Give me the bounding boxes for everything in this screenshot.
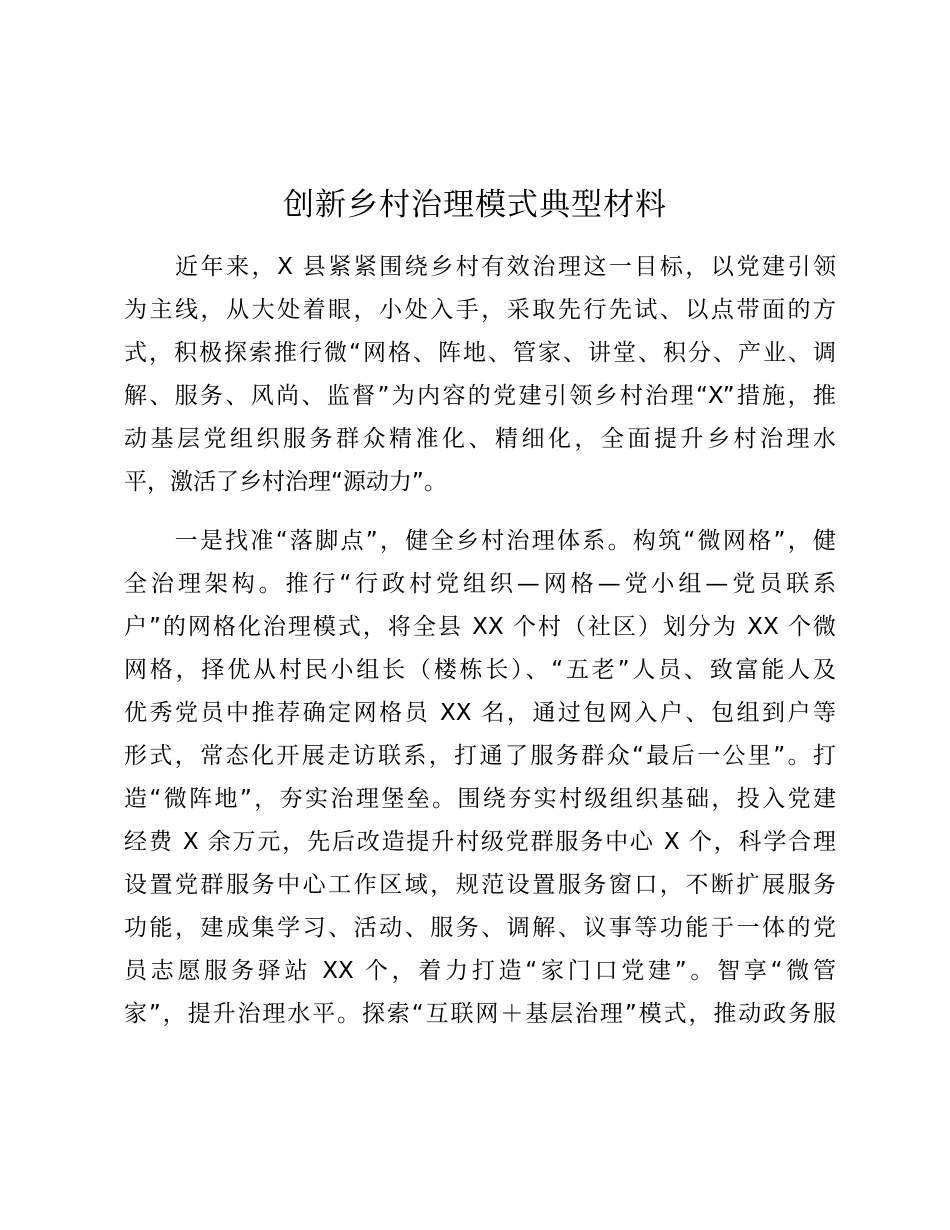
paragraph-line: 造“微阵地”，夯实治理堡垒。围绕夯实村级组织基础，投入党建: [124, 786, 836, 812]
paragraph-line: 网格，择优从村民小组长（楼栋长）、“五老”人员、致富能人及: [124, 657, 836, 683]
paragraph-intro: [124, 246, 836, 504]
paragraph-line: 形式，常态化开展走访联系，打通了服务群众“最后一公里”。打: [124, 743, 836, 769]
paragraph-line: 户”的网格化治理模式，将全县 XX 个村（社区）划分为 XX 个微: [124, 614, 836, 640]
paragraph-line: 动基层党组织服务群众精准化、精细化，全面提升乡村治理水: [124, 426, 836, 452]
paragraph-line: 为主线，从大处着眼，小处入手，采取先行先试、以点带面的方: [124, 297, 836, 323]
paragraph-line: 经费 X 余万元，先后改造提升村级党群服务中心 X 个，科学合理: [124, 829, 836, 855]
paragraph-line: 平，激活了乡村治理“源动力”。: [124, 469, 447, 495]
paragraph-line: 设置党群服务中心工作区域，规范设置服务窗口，不断扩展服务: [124, 872, 836, 898]
paragraph-line: 式，积极探索推行微“网格、阵地、管家、讲堂、积分、产业、调: [124, 340, 836, 366]
document-title: 创新乡村治理模式典型材料: [283, 187, 667, 223]
paragraph-line: 功能，建成集学习、活动、服务、调解、议事等功能于一体的党: [124, 915, 836, 941]
paragraph-section-one: [124, 520, 836, 1036]
paragraph-line: 近年来，X 县紧紧围绕乡村有效治理这一目标，以党建引领: [124, 254, 836, 280]
paragraph-line: 优秀党员中推荐确定网格员 XX 名，通过包网入户、包组到户等: [124, 700, 836, 726]
paragraph-line: 家”，提升治理水平。探索“互联网＋基层治理”模式，推动政务服: [124, 1001, 836, 1027]
paragraph-line: 解、服务、风尚、监督”为内容的党建引领乡村治理“X”措施，推: [124, 383, 836, 409]
paragraph-line: 全治理架构。推行“行政村党组织—网格—党小组—党员联系: [124, 571, 836, 597]
paragraph-line: 员志愿服务驿站 XX 个，着力打造“家门口党建”。智享“微管: [124, 958, 836, 984]
paragraph-line: 一是找准“落脚点”，健全乡村治理体系。构筑“微网格”，健: [124, 528, 836, 554]
